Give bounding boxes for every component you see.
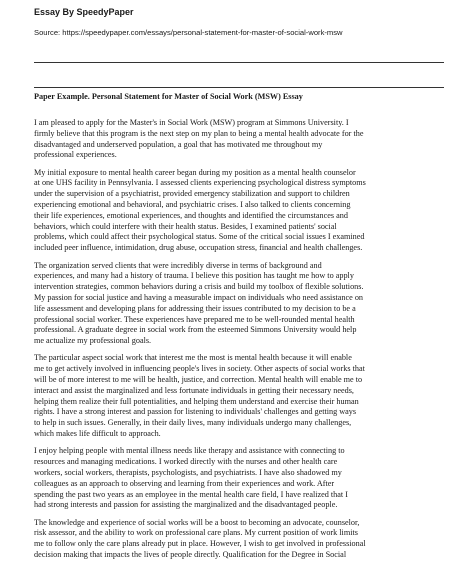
- paragraph-line: experiencing emotional and behavioral, and psychiatric crises. I also talked to clients concerning: [34, 200, 351, 210]
- paragraph: [34, 353, 446, 439]
- paragraph-line: behaviors, which could interfere with their health status. Besides, I examined patients' social: [34, 221, 337, 231]
- paragraph-line: problems, which could affect their psychological status. Some of the critical social issues I examined: [34, 232, 365, 242]
- paragraph-line: The particular aspect social work that interest me the most is mental health because it will enable: [34, 353, 352, 363]
- paragraph: [34, 118, 446, 161]
- paragraph-line: to help in such issues. Generally, in their daily lives, many individuals undergo many challenges,: [34, 418, 352, 428]
- paragraph-line: professional. A graduate degree in social work from the esteemed Simmons University would help: [34, 325, 357, 335]
- source-line: Source: https://speedypaper.com/essays/personal-statement-for-master-of-social-work-msw: [34, 28, 343, 37]
- paragraph-line: The knowledge and experience of social works will be a boost to becoming an advocate, counselor,: [34, 517, 360, 527]
- paragraph-line: risk assessor, and the ability to work on professional care plans. My current position of work limits: [34, 528, 358, 538]
- paragraph-line: me to get actively involved in influencing people's lives in society. Other aspects of social works that: [34, 364, 365, 374]
- paragraph-line: rights. I have a strong interest and passion for listening to individuals' challenges and getting ways: [34, 407, 357, 417]
- paragraph-line: disadvantaged and underserved population, a goal that has motivated me throughout my: [34, 139, 323, 149]
- paragraph-line: life assessment and developing plans for addressing their issues contributed to my decision to be a: [34, 303, 356, 313]
- paragraph: [34, 168, 446, 254]
- paragraph-line: experiences, and many had a history of trauma. I believe this position has taught me how to apply: [34, 271, 354, 281]
- paragraph: [34, 261, 446, 347]
- paragraph-line: at one UHS facility in Pennsylvania. I assessed clients experiencing psychological distress symptoms: [34, 178, 366, 188]
- paragraph-line: spending the past two years as an employee in the mental health care field, I have realized that I: [34, 489, 348, 499]
- paragraph-line: helping them realize their full potentialities, and helping them understand and exercise their human: [34, 396, 359, 406]
- paragraph-line: professional social worker. These experiences have prepared me to be well-rounded mental health: [34, 314, 355, 324]
- paragraph: [34, 518, 446, 561]
- paragraph-line: interact and assist the marginalized and less fortunate individuals in getting their necessary needs,: [34, 385, 354, 395]
- document-header: [34, 6, 444, 38]
- paragraph-line: decision making that impacts the lives of people directly. Qualification for the Degree in Social: [34, 549, 347, 559]
- paragraph-line: The organization served clients that were incredibly diverse in terms of background and: [34, 260, 322, 270]
- paragraph-line: their life experiences, emotional experiences, and thoughts and identified the circumstances and: [34, 210, 348, 220]
- paragraph-line: firmly believe that this program is the next step on my plan to being a mental health advocate for the: [34, 128, 364, 138]
- paragraph: [34, 446, 446, 511]
- header-divider-top: [34, 62, 444, 63]
- essay-by-label: Essay By SpeedyPaper: [34, 7, 134, 17]
- essay-body: [34, 118, 446, 567]
- paragraph-line: workers, social workers, therapists, psychologists, and psychiatrists. I have also shadowed my: [34, 467, 342, 477]
- paragraph-line: me to follow only the care plans already put in place. However, I wish to get involved in professional: [34, 539, 366, 549]
- paragraph-line: My passion for social justice and having a measurable impact on individuals who need assistance on: [34, 292, 364, 302]
- paragraph-line: under the supervision of a psychiatrist, provided emergency stabilization and support to children: [34, 189, 350, 199]
- paragraph-line: My initial exposure to mental health career began during my position as a mental health counselor: [34, 167, 356, 177]
- paragraph-line: had strong interests and passion for assisting the marginalized and the disadvantaged people.: [34, 500, 338, 510]
- paragraph-line: resources and managing medications. I worked directly with the nurses and other health care: [34, 457, 338, 467]
- essay-title: Paper Example. Personal Statement for Master of Social Work (MSW) Essay: [34, 92, 303, 101]
- paragraph-line: intervention strategies, common behaviors during a crisis and build my toolbox of flexible solutions.: [34, 282, 364, 292]
- paragraph-line: I am pleased to apply for the Master's in Social Work (MSW) program at Simmons University. I: [34, 118, 349, 127]
- paragraph-line: which makes life difficult to approach.: [34, 429, 161, 439]
- paragraph-line: included peer influence, intimidation, drug abuse, occupation stress, financial and health challenges.: [34, 243, 363, 253]
- paragraph-line: me actualize my professional goals.: [34, 336, 152, 346]
- header-divider-bottom: [34, 87, 444, 88]
- paragraph-line: professional experiences.: [34, 150, 117, 160]
- paragraph-line: colleagues as an approach to observing and learning from their experiences and work. After: [34, 478, 335, 488]
- paragraph-line: will be of more interest to me will be health, justice, and correction. Mental health will enable me to: [34, 375, 363, 385]
- paragraph-line: I enjoy helping people with mental illness needs like therapy and assistance with connecting to: [34, 446, 345, 456]
